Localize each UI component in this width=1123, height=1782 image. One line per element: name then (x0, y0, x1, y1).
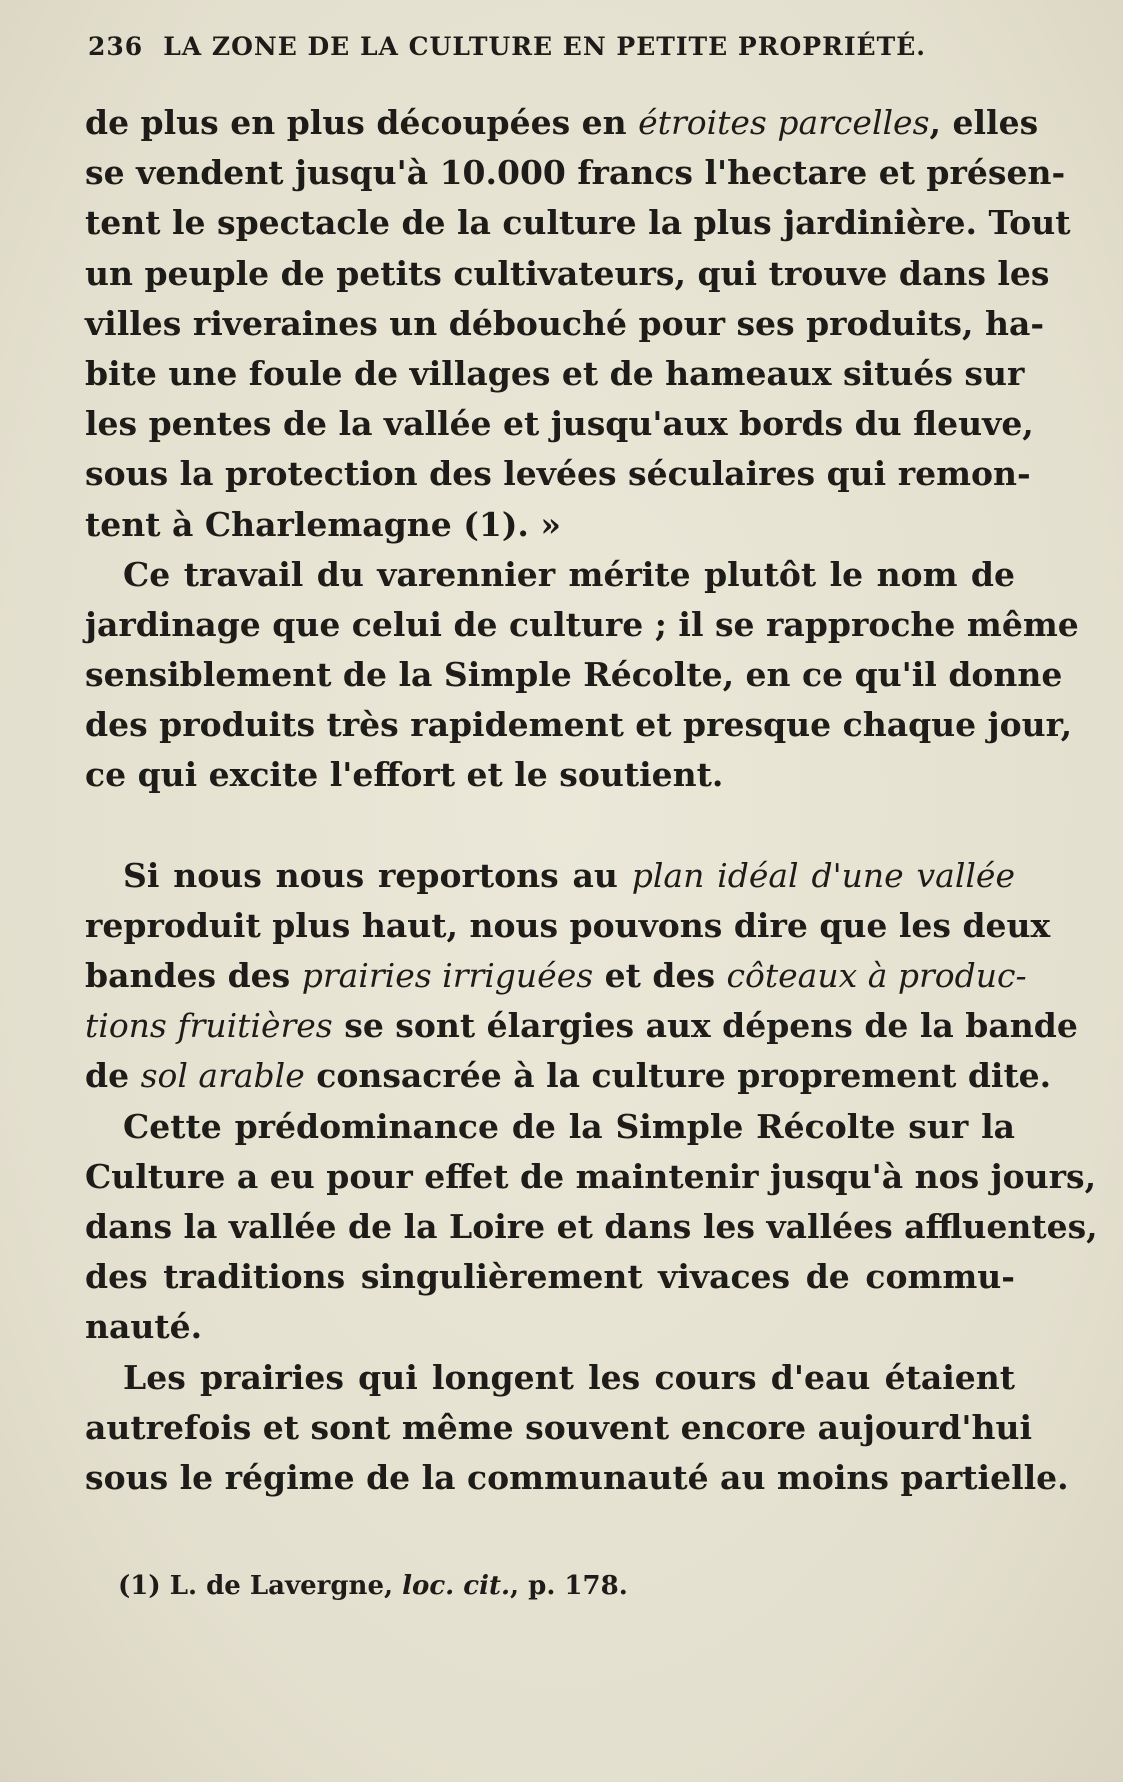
text-line: reproduit plus haut, nous pouvons dire que les deux (85, 905, 1051, 945)
text-line: de plus en plus découpées en étroites parcelles, elles (85, 103, 1039, 142)
italic-phrase: prairies irriguées (301, 956, 594, 995)
text-line: des produits très rapidement et presque chaque jour, (85, 705, 1073, 745)
text-line: sous la protection des levées séculaires qui remon- (85, 454, 1031, 494)
text-line: un peuple de petits cultivateurs, qui trouve dans les (85, 253, 1050, 293)
text-line: Culture a eu pour effet de maintenir jusqu'à nos jours, (85, 1156, 1097, 1196)
paragraph-gap (85, 801, 1015, 851)
text-line: bandes des prairies irriguées et des côteaux à produc- (85, 956, 1027, 995)
italic-phrase: sol arable (140, 1056, 305, 1096)
text-line: Cette prédominance de la Simple Récolte sur la (123, 1106, 1015, 1146)
footnote: (1) L. de Lavergne, loc. cit., p. 178. (118, 1571, 628, 1601)
italic-phrase: plan idéal d'une vallée (631, 855, 1015, 895)
text-line: dans la vallée de la Loire et dans les vallées affluentes, (85, 1206, 1098, 1246)
italic-phrase: étroites parcelles (638, 103, 930, 142)
body-text (85, 98, 1098, 1503)
text-line: Ce travail du varennier mérite plutôt le nom de (123, 554, 1015, 594)
text-line: ce qui excite l'effort et le soutient. (85, 755, 724, 795)
text-line: jardinage que celui de culture ; il se rapproche même (85, 604, 1079, 644)
text-line: tent le spectacle de la culture la plus jardinière. Tout (85, 203, 1071, 243)
text-line: nauté. (85, 1307, 203, 1347)
italic-phrase: côteaux à produc- (726, 956, 1027, 995)
running-header (88, 32, 978, 61)
running-title: LA ZONE DE LA CULTURE EN PETITE PROPRIÉTÉ. (163, 32, 926, 61)
page-number: 236 (88, 32, 144, 61)
text-line: les pentes de la vallée et jusqu'aux bords du fleuve, (85, 404, 1034, 444)
text-line: tions fruitières se sont élargies aux dépens de la bande (85, 1006, 1078, 1046)
text-line: se vendent jusqu'à 10.000 francs l'hectare et présen- (85, 153, 1066, 193)
italic-phrase: tions fruitières (85, 1006, 333, 1046)
text-line: autrefois et sont même souvent encore aujourd'hui (85, 1407, 1033, 1447)
text-line: bite une foule de villages et de hameaux situés sur (85, 353, 1025, 393)
text-line: des traditions singulièrement vivaces de commu- (85, 1257, 1015, 1297)
text-line: de sol arable consacrée à la culture proprement dite. (85, 1056, 1052, 1096)
text-line: sous le régime de la communauté au moins partielle. (85, 1457, 1069, 1497)
italic-phrase: loc. cit. (402, 1571, 511, 1601)
text-line: Si nous nous reportons au plan idéal d'une vallée (123, 855, 1015, 895)
text-line: sensiblement de la Simple Récolte, en ce qu'il donne (85, 655, 1063, 695)
text-line: Les prairies qui longent les cours d'eau étaient (123, 1357, 1015, 1397)
text-line: villes riveraines un débouché pour ses produits, ha- (85, 303, 1045, 343)
text-line: tent à Charlemagne (1). » (85, 504, 562, 544)
